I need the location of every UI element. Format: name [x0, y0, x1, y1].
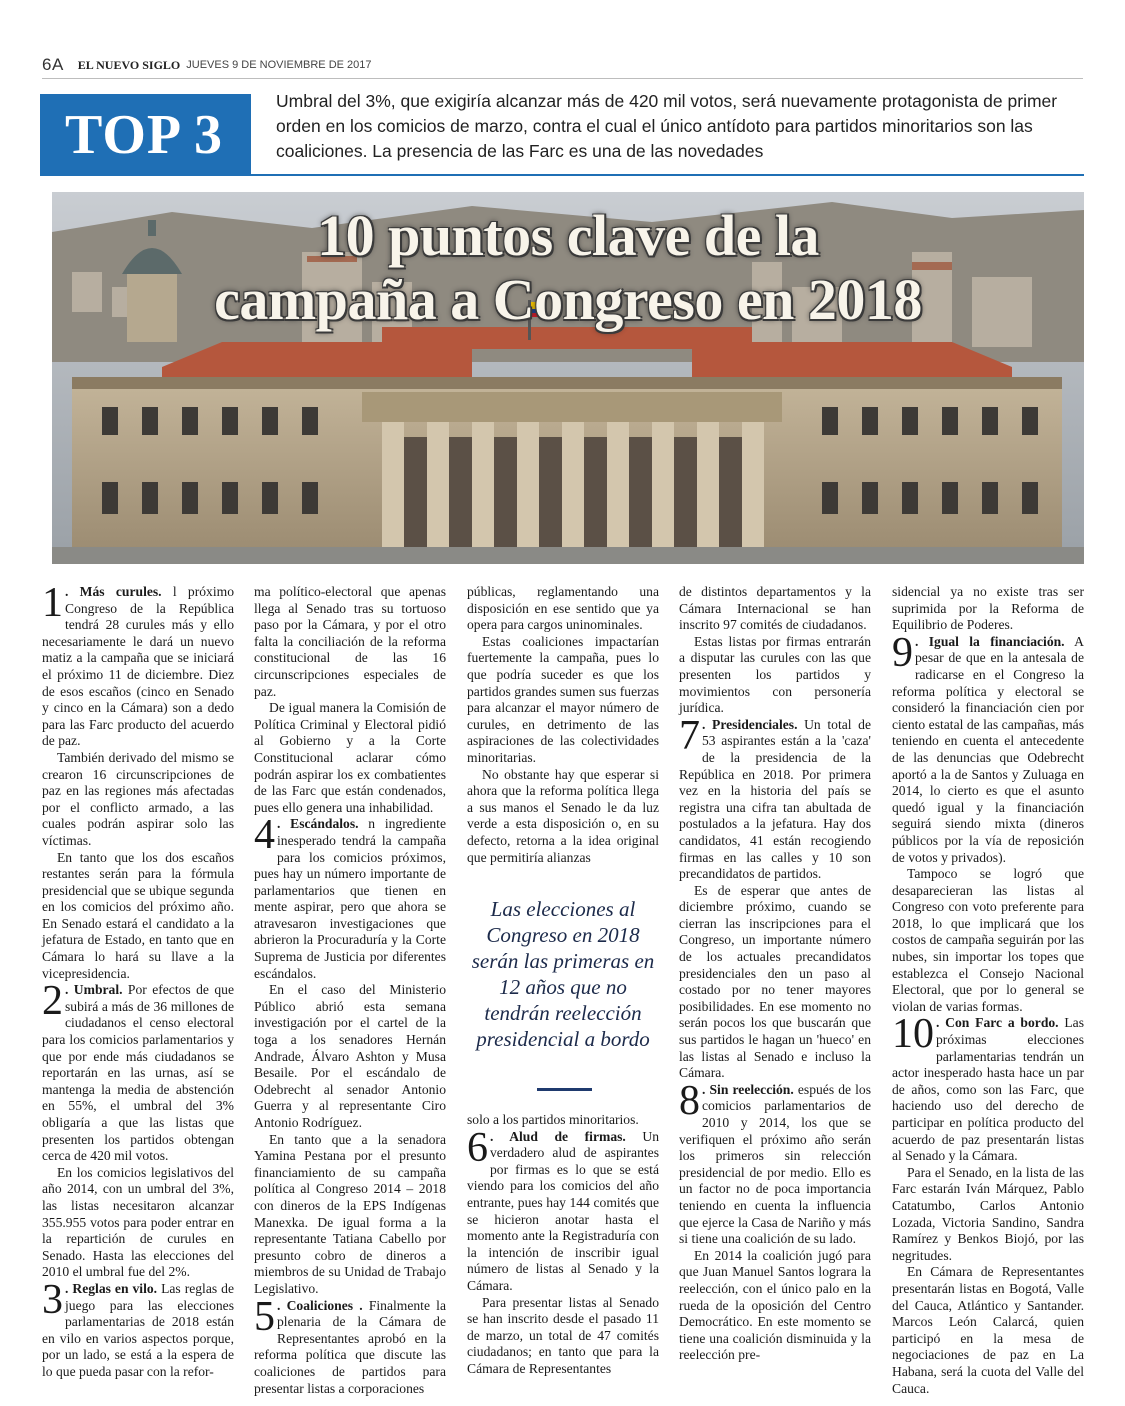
point-title: . Más curules. [65, 584, 162, 599]
paragraph: A pesar de que en la antesala de radicarse en el Congreso la reforma política y electoral se consideró la financiación cien por ciento estatal de las campañas, más teniendo en cuenta el antecedente de las denuncias que Odebrecht aportó a la de Santos y Zuluaga en 2014, lo cierto es que el asunto quedó igual y la financiación seguirá siendo mixta (dineros públicos por la vía de reposición de votos y privados). [892, 633, 1084, 865]
masthead: EL NUEVO SIGLO [77, 57, 181, 72]
lead-underline [248, 174, 1084, 176]
point-title: . Con Farc a bordo. [936, 1015, 1059, 1031]
paragraph: Estas listas por firmas entrarán a disputar las curules con las que presenten los partidos y movimientos con personería jurídica. [679, 633, 871, 716]
dateline: JUEVES 9 DE NOVIEMBRE DE 2017 [186, 59, 372, 71]
paragraph: ma político-electoral que apenas llega al Senado tras su tortuoso paso por la Cámara, y por el otro falta la conciliación de la reforma constitucional de las 16 circunscripciones especiales de paz. [254, 584, 446, 699]
paragraph: No obstante hay que esperar si ahora que la reforma política llega a sus manos el Senado le da luz verde a esta disposición o, en su defecto, retorna a la idea original que permitiría alianzas [467, 766, 659, 865]
drop-cap: 10 [892, 1011, 934, 1058]
page-number: 6A [42, 55, 64, 74]
article-column-3-bottom [467, 1112, 659, 1378]
headline-line-2: campaña a Congreso en 2018 [214, 267, 922, 332]
point-3 [42, 1276, 234, 1381]
article-column-1 [42, 580, 234, 1381]
paragraph: Las próximas elecciones parlamentarias tendrán un actor inesperado hasta hace un par de años, como son las Farc, que haciendo uso del derecho de participar en política producto del acuerdo de paz presentarán listas al Senado y la Cámara. [892, 1015, 1085, 1164]
article-column-4 [679, 584, 871, 1364]
article-column-5 [892, 584, 1084, 1397]
paragraph: De igual manera la Comisión de Política Criminal y Electoral pidió al Gobierno y a la Corte Constitucional aclarar cómo podrán aspirar los ex combatientes de las Farc que están condenados, pues ello genera una inhabilidad. [254, 700, 446, 815]
point-9 [892, 629, 1084, 866]
paragraph: espués de los comicios parlamentarios de 2010 y 2014, los que se verifiquen el próximo año serán los primeros sin relección presidencial de por medio. Ello es un factor no de poca importancia teniendo en cuenta la influencia que ejerce la Casa de Nariño y más si tiene una coalición de su lado. [679, 1081, 871, 1247]
paragraph: l próximo Congreso de la República tendrá 28 curules más y ello necesariamente le dará un nuevo matiz a la campaña que se iniciará el próximo 11 de diciembre. Diez de esos escaños (cinco en Senado y cinco en la Cámara) son a dedo para las Farc producto del acuerdo de paz. [42, 584, 234, 749]
pull-quote: Las elecciones al Congreso en 2018 serán las primeras en 12 años que no tendrán reelección presidencial a bordo [471, 897, 655, 1051]
drop-cap: 4 [254, 812, 275, 859]
paragraph: n ingrediente inesperado tendrá la campaña para los comicios próximos, pues hay un número importante de parlamentarios que tienen en mente aspirar, pero que ahora se atravesaron investigaciones que abrieron la Procuraduría y la Corte Suprema de Justicia por diferentes escándalos. [254, 816, 446, 981]
article-column-3 [467, 584, 659, 866]
point-8 [679, 1077, 871, 1248]
headline [52, 204, 1084, 332]
drop-cap: 1 [42, 580, 63, 626]
paragraph: Tampoco se logró que desaparecieran las listas al Congreso con voto preferente para 2018, lo que implicará que los costos de campaña seguirán por las nubes, sin importar los topes que establezca el Consejo Nacional Electoral, que por lo general se violan de varias formas. [892, 866, 1084, 1014]
paragraph: públicas, reglamentando una disposición en ese sentido que ya opera para cargos uninominales. [467, 584, 659, 633]
point-title: . Igual la financiación. [915, 633, 1065, 649]
paragraph: En el caso del Ministerio Público abrió esta semana investigación por el cartel de la toga a los senadores Hernán Andrade, Álvaro Ashton y Musa Besaile. Por el escándalo de Odebrecht al senador Antonio Guerra y al representante Ciro Antonio Rodríguez. [254, 982, 446, 1130]
paragraph: Para el Senado, en la lista de las Farc estarán Iván Márquez, Pablo Catatumbo, Carlos Antonio Lozada, Victoria Sandino, Sandra Ramírez y Benkos Biojó, por las negritudes. [892, 1164, 1084, 1263]
paragraph: Un total de 53 aspirantes están a la 'caza' de la presidencia de la República en 2018. Por primera vez en la historia del país se registra una cifra tan abultada de postulados a la jefatura. Hay dos candidatos, 41 están recogiendo firmas en las calles y 10 son precandidatos de partidos. [679, 716, 871, 882]
lead-rule [248, 94, 251, 176]
paragraph: En Cámara de Representantes presentarán listas en Bogotá, Valle del Cauca, Atlántico y Santander. Marcos León Calarcá, quien participó en la mesa de negociaciones de paz en La Habana, será la cuota del Valle del Cauca. [892, 1264, 1084, 1396]
point-10 [892, 1011, 1085, 1164]
paragraph: Estas coaliciones impactarían fuertemente la campaña, pues lo que podría suceder es que los partidos grandes sumen sus fuerzas para alcanzar el mayor número de curules, en detrimento de las aspiraciones de las colectividades minoritarias. [467, 633, 659, 765]
paragraph: de distintos departamentos y la Cámara Internacional se han inscrito 97 comités de ciudadanos. [679, 584, 871, 633]
point-title: . Sin reelección. [702, 1081, 794, 1097]
point-title: . Alud de firmas. [490, 1128, 626, 1144]
article-column-2 [254, 584, 446, 1397]
paragraph: Un verdadero alud de aspirantes por firmas es lo que se está viendo para los comicios del año entrante, pues hay 144 comités que se hicieron anotar hasta el momento ante la Registraduría con la intención de inscribir igual número de listas al Senado y la Cámara. [467, 1128, 659, 1293]
drop-cap: 9 [892, 629, 913, 676]
top3-badge: TOP 3 [40, 94, 248, 176]
paragraph: Para presentar listas al Senado se han inscrito desde el pasado 11 de marzo, un total de 47 comités ciudadanos; en tanto que para la Cámara de Representantes [467, 1294, 659, 1376]
drop-cap: 7 [679, 712, 700, 759]
headline-line-1: 10 puntos clave de la [317, 203, 819, 268]
paragraph: En tanto que a la senadora Yamina Pestana por el presunto financiamiento de su campaña política al Congreso 2014 – 2018 con dineros de la EPS Indígenas Manexka. De igual forma a la representante Tatiana Cabello por presunto cobro de dineros a miembros de su Unidad de Trabajo Legislativo. [254, 1131, 446, 1296]
paragraph: Finalmente la plenaria de la Cámara de Representantes aprobó en la reforma política que discute las coaliciones de partidos para presentar listas a corporaciones [254, 1297, 446, 1396]
point-1 [42, 580, 234, 750]
paragraph: En 2014 la coalición jugó para que Juan Manuel Santos lograra la reelección, con el único palo en la rueda de la oposición del Centro Democrático. En este momento se tiene una coalición disminuida y la reelección pre- [679, 1247, 871, 1363]
drop-cap: 8 [679, 1077, 700, 1124]
point-2 [42, 978, 234, 1165]
point-title: . Reglas en vilo. [65, 1280, 158, 1296]
pull-quote-rule [537, 1088, 592, 1091]
paragraph: Las reglas de juego para las elecciones parlamentarias de 2018 están en vilo en varios aspectos porque, por un lado, se está a la espera de lo que pueda pasar con la refor- [42, 1280, 234, 1379]
point-7 [679, 712, 871, 883]
point-title: . Presidenciales. [702, 716, 798, 732]
lead-paragraph: Umbral del 3%, que exigiría alcanzar más de 420 mil votos, será nuevamente protagonista de primer orden en los comicios de marzo, contra el cual el único antídoto para partidos minoritarios son las coaliciones. La presencia de las Farc es una de las novedades [276, 91, 1058, 161]
drop-cap: 3 [42, 1276, 63, 1323]
paragraph: En los comicios legislativos del año 2014, con un umbral del 3%, las listas necesitaron alcanzar 355.955 votos para poder entrar en la repartición de curules en Senado. Hasta las elecciones del 2010 el umbral fue del 2%. [42, 1164, 234, 1280]
point-title: . Umbral. [65, 982, 123, 998]
point-6 [467, 1124, 659, 1295]
drop-cap: 6 [467, 1124, 488, 1171]
point-title: . Coaliciones . [277, 1297, 363, 1313]
paragraph: También derivado del mismo se crearon 16 circunscripciones de paz en las regiones más afectadas por el conflicto armado, a las cuales podrán aspirar solo las víctimas. [42, 749, 234, 848]
point-title: . Escándalos. [277, 816, 359, 832]
page-header [42, 52, 1083, 79]
paragraph: solo a los partidos minoritarios. [467, 1112, 639, 1127]
drop-cap: 5 [254, 1293, 275, 1340]
point-4 [254, 812, 446, 982]
paragraph: En tanto que los dos escaños restantes serán para la fórmula presidencial que se ubique segunda en los comicios del próximo año. En Senado estará el candidato a la jefatura de Estado, en tanto que en Cámara lo hará su llave a la vicepresidencia. [42, 849, 234, 981]
paragraph: Es de esperar que antes de diciembre próximo, cuando se cierran las inscripciones para el Congreso, un importante número de los actuales precandidatos presidenciales den un paso al costado por no tener mayores posibilidades. En ese momento no serán pocos los que buscarán que sus partidos le hagan un 'hueco' en las listas al Senado e incluso la Cámara. [679, 882, 871, 1081]
drop-cap: 2 [42, 978, 63, 1025]
paragraph: Por efectos de que subirá a más de 36 millones de ciudadanos el censo electoral para los comicios parlamentarios y que por ende más ciudadanos se reportarán en las urnas, así se mantenga la media de abstención en 55%, el umbral del 3% obligaría a que las listas que presenten los partidos obtengan cerca de 420 mil votos. [42, 982, 234, 1164]
point-5 [254, 1293, 446, 1398]
paragraph: sidencial ya no existe tras ser suprimida por la Reforma de Equilibrio de Poderes. [892, 584, 1084, 633]
